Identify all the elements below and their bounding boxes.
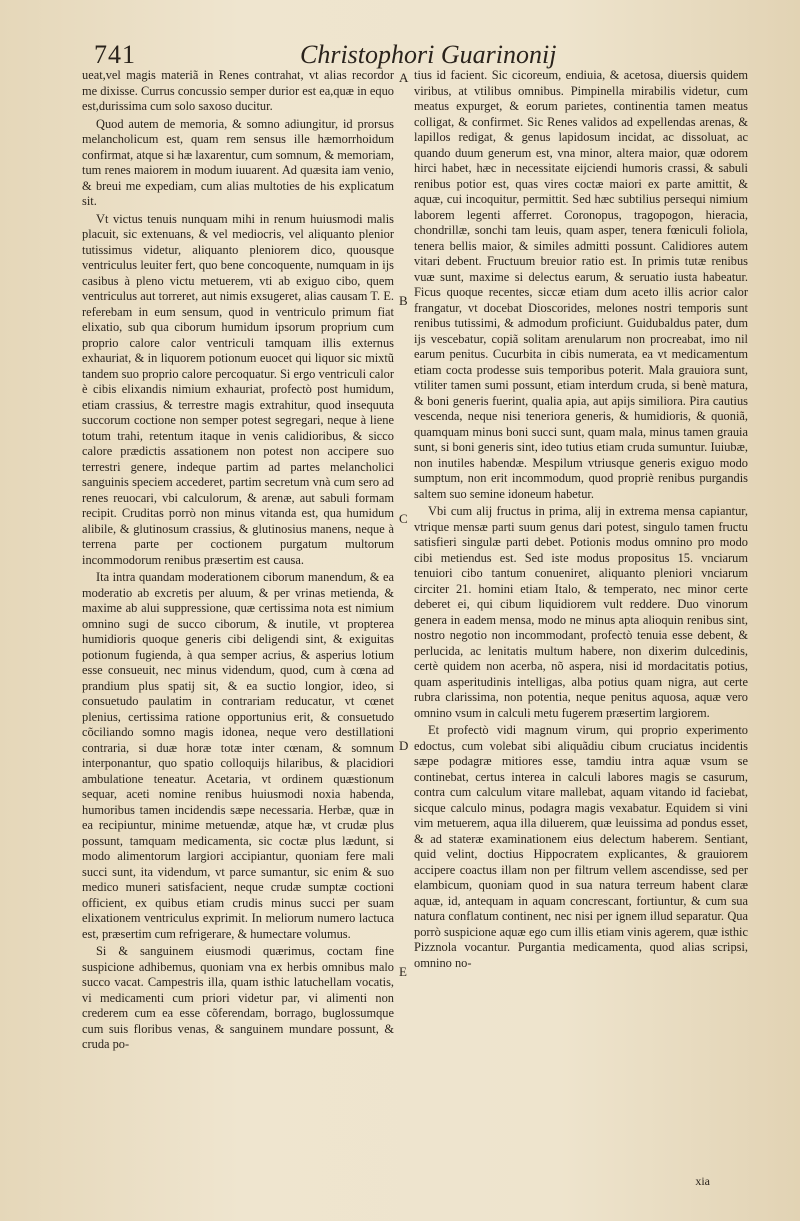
left-paragraph-4: Ita intra quandam moderationem ciborum manendum, & ea moderatio ab excretis per aluum, & per vrinas metienda, & maxime ab alui suppressione, quæ certissima nota est nimium omnino sugi de succo ciborum, & inutile, vt propterea humidioris quoque generis cibi deligendi sint, & exiguitas potionum fugienda, à qua semper acrius, & asperius lotium esse consueuit, nec minus videndum, quod, cum à cœna ad prandium plus spatij sit, & ea suctio longior, ideo, si consuetudo paulatim in contrariam reducatur, vt cœnet plenius, certissima ratione opportunius erit, & consuetudo cõciliando somno magis idonea, neque vero destillationi contraria, si duæ horæ totæ inter cœnam, & somnum interponantur, quo spatio colloquijs hilaribus, & placidiori ambulatione teneatur. Acetaria, vt ordinem quæstionum sequar, aceti nomine renibus huiusmodi noxia habenda, humoribus tamen incidendis sæpe necessaria. Herbæ, quæ in ea recipiuntur, minime metuendæ, atque hæ, vt crudæ plus possunt, tamquam medicamenta, sic coctæ plus lædunt, si modo alimentorum largiori accipiantur, quoniam fere mali succi sunt, ita videndum, vt parce sumantur, sic enim & suo medico muneri satisfacient, neque crudæ sumptæ coctioni officient, ex quibus etiam crudis minus succi per suam elixationem ventriculus exprimit. In meliorum numero lactuca est, præsertim cum refrigerare, & humectare volumus. [82,570,394,941]
margin-letter-d: D [399,738,409,753]
right-column [414,68,748,1190]
catchword: xia [695,1174,710,1188]
margin-letter-c: C [399,511,408,526]
left-column [82,68,394,1190]
left-paragraph-3: Vt victus tenuis nunquam mihi in renum huiusmodi malis placuit, sic extenuans, & vel mediocris, vel aliquanto plenior tutissimus videtur, aliquanto pleniorem dico, quousque ventriculus leuiter fert, quo bene concoquente, numquam in ijs casibus à pleno victu metuerem, vti ab exiguo cibo, quem ventriculus aut torreret, aut nimis exsugeret, alias causam T. E. referebam in eum sensum, quod in ventriculo primum fiat elixatio, sub qua ciborum humidum ipsorum proprium cum proprio calore calor ventriculi tamquam illis externus exhauriat, & in liquorem potionum euocet qui liquor sic mixtũ tandem suo proprio calore percoquatur. Si ergo ventriculi calor è cibis elixandis nimium exhauriat, profectò post humidum, etiam crassius, & terrestre magis extrahitur, quod insequuta succorum coctione non semper potest segregari, neque à liene totum trahi, retentum itaque in venis calidioribus, & sicco calore prædictis assationem non potest non accipere suo terrestri genere, indeque partim ad partes melancholici sanguinis speciem accederet, partim secretum vnà cum sero ad renes reuocari, vbi calculorum, & arenæ, aut sabuli formam recipit. Cruditas porrò non minus vitanda est, qua humidum alibile, & glutinosum crassius, & glutinosius manens, neque à terrena parte per coctionem purgatum multorum incommodorum renibus præsertim est causa. [82,211,394,567]
right-paragraph-1: tius id facient. Sic cicoreum, endiuia, & acetosa, diuersis quidem viribus, at vtilibus omnibus. Pimpinella mirabilis videtur, cum meatus expurget, & eorum parietes, continentia tamen meatus colligat, & confirmet. Sic Renes validos ad expellendas arenas, & lapillos redigat, & genus lapidosum incidat, ac dissoluat, ac quando duum generum est, vna minor, altera maior, quæ odorem hirci habet, hæc in necessitate eijciendi humoris crassi, & sabuli renibus potior est, quas vires coctæ maiori ex parte amittit, & aquæ, cui incoquitur, permittit. Sed hæc subtilius persequi nimium laborem legenti afferret. Coronopus, tragopogon, hieracia, chondrillæ, sonchi tam leuis, quam asper, tenera fœniculi foliola, tenera bellis maior, & similes admitti possunt. Calidiores autem vitari debent. Fructuum breuior ratio est. In primis tutæ renibus vuæ sunt, maxime si delectus earum, & seruatio iusta habeatur. Ficus quoque recentes, siccæ etiam dum aceto illis acrior calor frangatur, vt docebat Dioscorides, melones nostri temporis sunt renibus tutissimi, & admodum proficiunt. Guidubaldus pater, dum ijs vescebatur, copiã solitam arenularum non procreabat, imo nil earum penitus. Cucurbita in cibis numerata, ea vt medicamentum etiam cocta prodesse suis temporibus poterit. Mala grauiora sunt, vtiliter tamen sumi possunt, etiam interdum cruda, si benè matura, & boni generis fuerint, qualia apia, aut apijs similiora. Pira cautius vescenda, neque nisi teneriora generis, & humidioris, & quoniã, quamquam minus boni succi sunt, quam mala, minus tamen grauia sunt, si boni generis sint, ideo tutius etiam cruda sumuntur. Iuiubæ, non inutiles habendæ. Mespilum vtriusque generis exiguo modo sumptum, non erit incommodum, quod propriè renibus purgandis saltem suo semine idoneum habetur. [414,68,748,501]
left-paragraph-5: Si & sanguinem eiusmodi quærimus, coctam fine suspicione adhibemus, quoniam vna ex herbis omnibus malo succo vacat. Campestris illa, quam isthic latuchellam vocatis, vi medicamenti cum priori videtur par, vi alimenti non crederem cum ea esse cõferendam, borrago, buglossumque cum suis floribus venas, & sanguinem mundare possunt, & cruda po- [82,944,394,1051]
margin-letter-e: E [399,964,407,979]
running-head: Christophori Guarinonij [300,40,557,69]
right-paragraph-3: Et profectò vidi magnum virum, qui proprio experimento edoctus, cum volebat sibi aliquãdiu cibum cruciatus incidentis sæpe podagræ mitiores esse, tamdiu intra aquæ vsum se continebat, certus interea in calculi labores magis se casurum, contra cum calculum vitare mallebat, aquam vitando id faciebat, sicque calculo minus, podagra magis vexabatur. Equidem si vini vim metuerem, aqua illa diluerem, quæ leuissima ad pondus esset, & ad stateræ examinationem eius delectum haberem. Sentiant, quid velint, doctius Hippocratem explicantes, & grauiorem accipere coactus illam non per filtrum vellem ascendisse, sed per elambicum, quoniam quod in sua natura terreum habent claræ aquæ, id, antequam in aquam concrescant, fortiuntur, & cum sua natura conflatum continent, nec nisi per ignem illud separatur. Qua porrò suspicione aquæ ego cum illis etiam vinis agerem, quæ isthic Pizznola vocantur. Purgantia medicamenta, quod alias scripsi, omnino no- [414,723,748,970]
left-paragraph-1: ueat,vel magis materiã in Renes contrahat, vt alias recordor me dixisse. Currus concussio semper durior est ea,quæ in equo est,durissima cum solo saxoso ducitur. [82,68,394,113]
right-paragraph-2: Vbi cum alij fructus in prima, alij in extrema mensa capiantur, vtrique mensæ parti suum genus dari potest, singulo tamen fructu satisfieri singulæ parti debet. Potionis modus omnino pro modo cibi metiendus est. Sed iste modus propositus 15. vnciarum tenuiori cibo tantum conueniret, aliquanto pleniori vnciarum circiter 21. homini etiam Italo, & temperato, nec minor certe deberet ei, qui cibum liquidiorem vult reddere. Duo vinorum genera in eadem mensa, modo ne minus apta alioquin renibus sint, nostro negotio non incommodant, profectò tenuia esse debent, & perlucida, ac lenitatis multum habere, non dixerim dulcedinis, certè quidem non acerba, nõ aspera, nisi id mordacitatis potius, quam asperitudinis intelligas, alba potius quam nigra, aut certe rubra clarissima, non potentia, neque penitus aquosa, aquæ vero omnino vsum in calculi metu fugerem præsertim largiorem. [414,504,748,720]
left-paragraph-2: Quod autem de memoria, & somno adiungitur, id prorsus melancholicum est, quam rem sensus ille hæmorrhoidum confirmat, atque si hæ laxarentur, cum somnum, & memoriam, tum renes maiorem in modum iuuarent. Ad quæsita iam venio, & breui me expediam, cum alias multoties de his explicatum sit. [82,116,394,208]
margin-letter-b: B [399,293,408,308]
page-number: 741 [94,40,136,69]
margin-letter-a: A [399,70,409,85]
